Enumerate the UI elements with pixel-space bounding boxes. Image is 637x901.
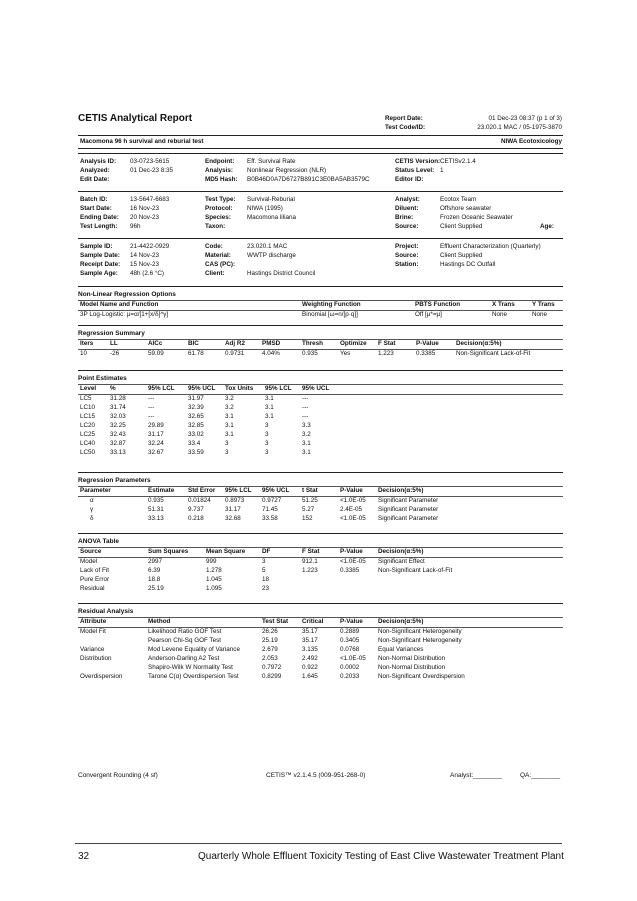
column-header: LL [110, 340, 118, 347]
column-header: Test Stat [262, 618, 289, 625]
table-cell: 32.24 [148, 440, 164, 447]
field-label: Test Type: [205, 196, 236, 203]
table-cell: Non-Significant Lack-of-Fit [456, 350, 531, 357]
column-header: F Stat [302, 548, 320, 555]
column-header: X Trans [492, 301, 515, 308]
table-cell: Significant Parameter [378, 515, 439, 522]
table-cell: 32.03 [110, 413, 126, 420]
table-cell: 59.09 [148, 350, 164, 357]
table-cell: 1.095 [206, 585, 222, 592]
field-value: 96h [130, 223, 141, 230]
table-cell: 1.223 [378, 350, 394, 357]
table-cell: 2997 [148, 558, 163, 565]
table-cell: Shapiro-Wilk W Normality Test [148, 664, 233, 671]
field-value: Hastings DC Outfall [440, 261, 496, 268]
field-label: Endpoint: [205, 158, 235, 165]
field-value: 15 Nov-23 [130, 261, 160, 268]
table-cell: Non-Significant Lack-of-Fit [378, 567, 453, 574]
table-cell: 32.67 [148, 449, 164, 456]
table-cell: 31.74 [110, 404, 126, 411]
field-label: CETIS Version: [395, 158, 441, 165]
column-header: t Stat [302, 487, 318, 494]
table-cell: 3.1 [302, 449, 311, 456]
table-cell: 3.1 [225, 431, 234, 438]
table-cell: --- [302, 413, 309, 420]
table-cell: 29.89 [148, 422, 164, 429]
table-cell: δ [90, 515, 94, 522]
field-label: Diluent: [395, 205, 419, 212]
column-header: Method [148, 618, 171, 625]
column-header: P-Value [340, 618, 363, 625]
field-label: Sample ID: [80, 243, 113, 250]
field-label: Sample Date: [80, 252, 120, 259]
table-cell: 32.25 [110, 422, 126, 429]
field-label: Taxon: [205, 223, 226, 230]
column-header: DF [262, 548, 271, 555]
table-cell: 0.2033 [340, 673, 360, 680]
table-cell: 3.2 [302, 431, 311, 438]
table-cell: 0.8299 [262, 673, 282, 680]
table-cell: <1.0E-05 [340, 515, 366, 522]
field-label: Status Level: [395, 167, 435, 174]
field-value: Ecotox Team [440, 196, 477, 203]
table-cell: Pearson Chi-Sq GOF Test [148, 637, 222, 644]
table-cell: 912.1 [302, 558, 318, 565]
table-cell: 1.645 [302, 673, 318, 680]
divider [78, 533, 563, 534]
table-cell: --- [148, 395, 155, 402]
table-cell: Overdispersion [80, 673, 123, 680]
test-name: Macomona 96 h survival and reburial test [80, 138, 204, 145]
table-cell: 3 [265, 449, 269, 456]
field-label: Ending Date: [80, 214, 119, 221]
field-value: 23.020.1 MAC [247, 243, 288, 250]
field-label: Analysis: [205, 167, 233, 174]
table-cell: 3.1 [265, 395, 274, 402]
column-header: P-Value [340, 487, 363, 494]
column-header: Mean Square [206, 548, 246, 555]
table-cell: Non-Significant Heterogeneity [378, 628, 462, 635]
table-cell: -26 [110, 350, 120, 357]
table-cell: Lack of Fit [80, 567, 110, 574]
field-value: Hastings District Council [247, 270, 316, 277]
divider [78, 603, 563, 604]
table-cell: 32.65 [188, 413, 204, 420]
field-value: Eff. Survival Rate [247, 158, 296, 165]
table-cell: 0.9727 [262, 497, 282, 504]
table-cell: 32.85 [188, 422, 204, 429]
table-cell: 3 [225, 440, 229, 447]
field-label: Analyst: [395, 196, 420, 203]
table-cell: 71.45 [262, 506, 278, 513]
column-header: P-Value [340, 548, 363, 555]
table-cell: 152 [302, 515, 313, 522]
table-cell: γ [90, 506, 94, 513]
field-label: Editor ID: [395, 176, 424, 183]
age-label: Age: [540, 223, 554, 230]
column-header: Estimate [148, 487, 175, 494]
cetis-version: CETIS™ v2.1.4.5 (009-951-268-0) [266, 772, 366, 779]
table-cell: 0.9731 [225, 350, 245, 357]
field-value: Frozen Oceanic Seawater [440, 214, 513, 221]
field-label: Client: [205, 270, 225, 277]
field-value: 13-5647-6683 [130, 196, 170, 203]
table-cell: 999 [206, 558, 217, 565]
column-header: Model Name and Function [80, 301, 159, 308]
table-cell: 2.492 [302, 655, 318, 662]
field-label: Brine: [395, 214, 414, 221]
column-header: AICc [148, 340, 163, 347]
divider [78, 472, 563, 473]
page-footer-title: Quarterly Whole Effluent Toxicity Testing of East Clive Wastewater Treatment Plant [198, 851, 564, 862]
table-cell: Residual [80, 585, 105, 592]
table-cell: 3.1 [265, 413, 274, 420]
divider [78, 325, 563, 326]
field-value: 14 Nov-23 [130, 252, 160, 259]
section-title: Regression Summary [78, 330, 145, 337]
table-cell: None [532, 311, 548, 318]
table-cell: Model Fit [80, 628, 106, 635]
table-cell: Non-Normal Distribution [378, 655, 446, 662]
report-title: CETIS Analytical Report [78, 113, 193, 124]
table-cell: 31.28 [110, 395, 126, 402]
table-cell: Mod Levene Equality of Variance [148, 646, 240, 653]
lab-name: NIWA Ecotoxicology [501, 138, 562, 145]
table-cell: LC10 [80, 404, 96, 411]
table-cell: Tarone C(α) Overdispersion Test [148, 673, 239, 680]
table-cell: Equal Variances [378, 646, 424, 653]
table-cell: Significant Parameter [378, 497, 439, 504]
table-cell: 1.223 [302, 567, 318, 574]
table-cell: 25.19 [148, 585, 164, 592]
column-header: 95% UCL [188, 385, 216, 392]
table-cell: 0.218 [188, 515, 204, 522]
column-header: P-Value [416, 340, 439, 347]
table-cell: LC5 [80, 395, 92, 402]
table-cell: 2.679 [262, 646, 278, 653]
report-date: 01 Dec-23 08:37 (p 1 of 3) [488, 115, 562, 122]
test-code-label: Test Code/ID: [385, 124, 426, 131]
table-cell: 0.3385 [340, 567, 360, 574]
table-cell: <1.0E-05 [340, 497, 366, 504]
column-header: Std Error [188, 487, 216, 494]
table-cell: 32.68 [225, 515, 241, 522]
column-header: Y Trans [532, 301, 555, 308]
table-cell: 5.27 [302, 506, 315, 513]
section-title: Regression Parameters [78, 477, 151, 484]
table-cell: 3.3 [302, 422, 311, 429]
table-cell: 31.97 [188, 395, 204, 402]
section-title: Point Estimates [78, 375, 127, 382]
table-cell: 3.1 [225, 413, 234, 420]
divider [78, 191, 563, 192]
table-cell: 4.04% [262, 350, 280, 357]
table-cell: Pure Error [80, 576, 110, 583]
field-label: Station: [395, 261, 419, 268]
column-header: Thresh [302, 340, 323, 347]
field-value: 16 Nov-23 [130, 205, 160, 212]
table-cell: Binomial [ω=n/[p·q]] [302, 311, 358, 318]
field-value: 21-4422-0929 [130, 243, 170, 250]
table-cell: α [90, 497, 94, 504]
table-cell: 0.922 [302, 664, 318, 671]
table-cell: --- [302, 404, 309, 411]
divider [78, 148, 563, 149]
table-cell: 10 [80, 350, 88, 357]
column-header: Source [80, 548, 102, 555]
table-cell: Significant Effect [378, 558, 425, 565]
table-cell: 33.59 [188, 449, 204, 456]
column-header: 95% UCL [262, 487, 290, 494]
column-header: 95% LCL [225, 487, 252, 494]
table-cell: Variance [80, 646, 105, 653]
table-cell: 35.17 [302, 628, 318, 635]
field-label: Batch ID: [80, 196, 108, 203]
table-cell: 0.0002 [340, 664, 360, 671]
field-label: Code: [205, 243, 223, 250]
field-label: Edit Date: [80, 176, 110, 183]
column-header: Decision(α:5%) [378, 548, 424, 555]
table-cell: 0.3405 [340, 637, 360, 644]
table-cell: 51.31 [148, 506, 164, 513]
field-value: Survival-Reburial [247, 196, 295, 203]
table-cell: 1.045 [206, 576, 222, 583]
column-header: F Stat [378, 340, 396, 347]
table-cell: 3 [265, 431, 269, 438]
field-value: 20 Nov-23 [130, 214, 160, 221]
column-header: BIC [188, 340, 199, 347]
column-header: Level [80, 385, 97, 392]
column-header: PMSD [262, 340, 281, 347]
table-cell: 31.17 [148, 431, 164, 438]
page-number: 32 [78, 851, 90, 862]
table-cell: Model [80, 558, 98, 565]
table-cell: Distribution [80, 655, 112, 662]
table-cell: 0.935 [148, 497, 164, 504]
column-header: Attribute [80, 618, 107, 625]
field-label: Analyzed: [80, 167, 110, 174]
table-cell: 33.58 [262, 515, 278, 522]
table-cell: 6.39 [148, 567, 161, 574]
table-cell: 33.13 [148, 515, 164, 522]
field-label: CAS (PC): [205, 261, 236, 268]
table-cell: 0.01824 [188, 497, 211, 504]
table-cell: Non-Significant Overdispersion [378, 673, 465, 680]
table-cell: 32.87 [110, 440, 126, 447]
table-cell: 35.17 [302, 637, 318, 644]
column-header: Tox Units [225, 385, 254, 392]
table-cell: Likelihood Ratio GOF Test [148, 628, 222, 635]
table-cell: None [492, 311, 508, 318]
table-cell: 0.7972 [262, 664, 282, 671]
table-cell: 3.1 [302, 440, 311, 447]
divider [78, 370, 563, 371]
page-footer-rule [75, 843, 562, 844]
table-cell: 25.19 [262, 637, 278, 644]
field-label: Start Date: [80, 205, 112, 212]
section-title: ANOVA Table [78, 538, 120, 545]
table-cell: Significant Parameter [378, 506, 439, 513]
table-cell: 3.2 [225, 404, 234, 411]
column-header: 95% UCL [302, 385, 330, 392]
field-label: Source: [395, 223, 419, 230]
field-value: Macomona liliana [247, 214, 297, 221]
table-cell: 3 [225, 449, 229, 456]
field-value: WWTP discharge [247, 252, 296, 259]
table-cell: 3.2 [225, 395, 234, 402]
column-header: Critical [302, 618, 324, 625]
field-label: Protocol: [205, 205, 233, 212]
divider [78, 286, 563, 287]
qa-signoff: QA:________ [520, 772, 561, 779]
field-value: 01 Dec-23 8:35 [130, 167, 174, 174]
column-header: 95% LCL [148, 385, 175, 392]
table-cell: 26.26 [262, 628, 278, 635]
column-header: Iters [80, 340, 94, 347]
table-cell: 5 [262, 567, 266, 574]
table-cell: Yes [340, 350, 351, 357]
table-cell: LC50 [80, 449, 96, 456]
column-header: Decision(α:5%) [456, 340, 502, 347]
divider [78, 238, 563, 239]
table-cell: 3.1 [225, 422, 234, 429]
table-cell: 61.78 [188, 350, 204, 357]
field-label: Species: [205, 214, 231, 221]
table-cell: 51.25 [302, 497, 318, 504]
field-value: Effluent Characterization (Quarterly) [440, 243, 541, 250]
field-label: Material: [205, 252, 231, 259]
table-cell: LC20 [80, 422, 96, 429]
table-cell: --- [302, 395, 309, 402]
rounding-note: Convergent Rounding (4 sf) [78, 772, 158, 779]
table-cell: 9.737 [188, 506, 204, 513]
field-value: NIWA (1995) [247, 205, 283, 212]
table-cell: 32.43 [110, 431, 126, 438]
table-cell: 0.935 [302, 350, 318, 357]
field-value: 48h (2.6 °C) [130, 270, 165, 277]
table-cell: 3 [265, 440, 269, 447]
table-cell: Anderson-Darling A2 Test [148, 655, 220, 662]
table-cell: Non-Significant Heterogeneity [378, 637, 462, 644]
table-cell: 33.13 [110, 449, 126, 456]
table-cell: 0.0768 [340, 646, 360, 653]
analyst-signoff: Analyst:________ [450, 772, 503, 779]
field-value: B0B46D0A7D6727B891C3E0BA5AB3579C [247, 176, 370, 183]
table-cell: 3.1 [265, 404, 274, 411]
table-cell: Off [μ*=μ] [415, 311, 442, 318]
column-header: Adj R2 [225, 340, 245, 347]
table-cell: 18.8 [148, 576, 161, 583]
field-value: Offshore seawater [440, 205, 492, 212]
field-label: Receipt Date: [80, 261, 121, 268]
table-cell: LC15 [80, 413, 96, 420]
report-date-label: Report Date: [385, 115, 423, 122]
divider [78, 135, 563, 136]
table-cell: LC25 [80, 431, 96, 438]
column-header: % [110, 385, 116, 392]
table-cell: 0.2889 [340, 628, 360, 635]
section-title: Residual Analysis [78, 608, 134, 615]
field-value: Client Supplied [440, 252, 483, 259]
table-cell: 33.02 [188, 431, 204, 438]
table-cell: <1.0E-05 [340, 655, 366, 662]
table-cell: 0.3385 [416, 350, 436, 357]
table-cell: 23 [262, 585, 270, 592]
table-cell: 2.053 [262, 655, 278, 662]
table-cell: --- [148, 404, 155, 411]
table-cell: 32.39 [188, 404, 204, 411]
table-cell: 0.8973 [225, 497, 245, 504]
field-value: 1 [440, 167, 444, 174]
column-header: Weighting Function [302, 301, 361, 308]
table-cell: 18 [262, 576, 270, 583]
table-cell: 3.135 [302, 646, 318, 653]
field-label: Test Length: [80, 223, 118, 230]
table-cell: <1.0E-05 [340, 558, 366, 565]
field-label: Source: [395, 252, 419, 259]
field-value: 03-0723-5615 [130, 158, 170, 165]
table-cell: 3P Log-Logistic: μ=α/[1+[x/δ]^γ] [80, 311, 169, 318]
column-header: Sum Squares [148, 548, 189, 555]
column-header: 95% LCL [265, 385, 292, 392]
field-value: Nonlinear Regression (NLR) [247, 167, 327, 174]
field-label: MD5 Hash: [205, 176, 238, 183]
section-title: Non-Linear Regression Options [78, 291, 176, 298]
table-cell: 1.278 [206, 567, 222, 574]
divider [78, 153, 563, 154]
column-header: PBTS Function [415, 301, 461, 308]
table-cell: 3 [262, 558, 266, 565]
field-label: Analysis ID: [80, 158, 117, 165]
column-header: Optimize [340, 340, 367, 347]
table-cell: --- [148, 413, 155, 420]
field-label: Sample Age: [80, 270, 118, 277]
table-cell: 3 [265, 422, 269, 429]
column-header: Decision(α:5%) [378, 487, 424, 494]
column-header: Parameter [80, 487, 111, 494]
table-cell: 31.17 [225, 506, 241, 513]
table-cell: LC40 [80, 440, 96, 447]
table-cell: 2.4E-05 [340, 506, 363, 513]
table-cell: Non-Normal Distribution [378, 664, 446, 671]
table-cell: 33.4 [188, 440, 201, 447]
test-code: 23.020.1 MAC / 05-1975-3870 [477, 124, 562, 131]
field-label: Project: [395, 243, 419, 250]
field-value: CETISv2.1.4 [440, 158, 476, 165]
field-value: Client Supplied [440, 223, 483, 230]
column-header: Decision(α:5%) [378, 618, 424, 625]
